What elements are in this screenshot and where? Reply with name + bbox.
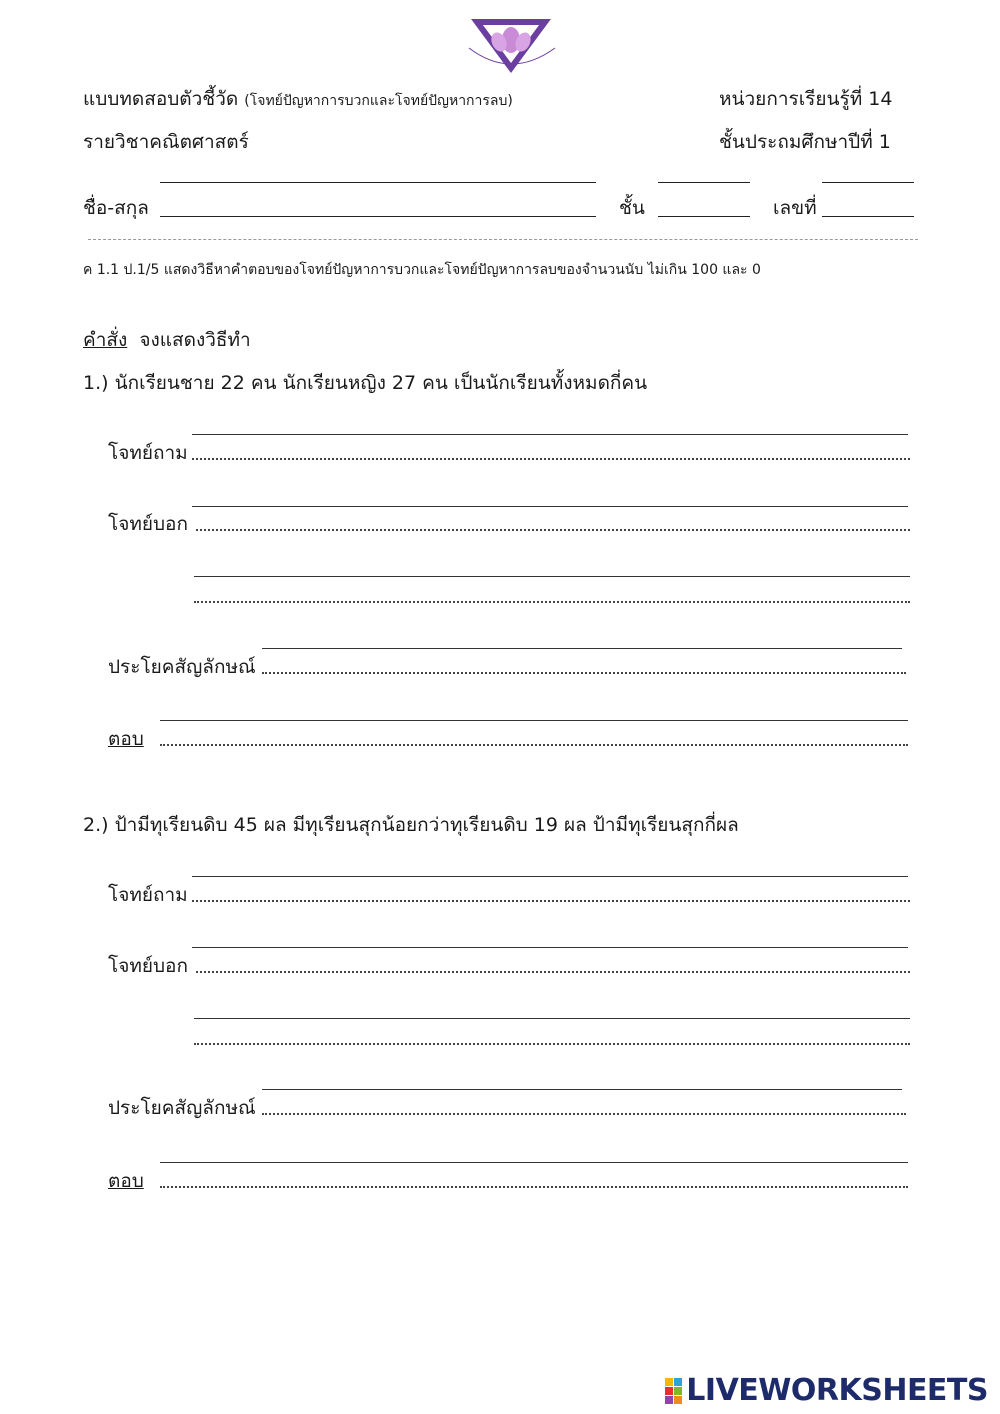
q2-answer-label: ตอบ — [108, 1170, 144, 1192]
instruction — [83, 331, 251, 350]
name-label: ชื่อ-สกุล — [83, 197, 149, 219]
q1-given-label: โจทย์บอก — [108, 513, 188, 535]
q2-asked-line-top — [192, 876, 908, 877]
class-field[interactable] — [658, 216, 750, 217]
q1-sentence-field[interactable] — [262, 672, 906, 674]
class-blank-top — [658, 182, 750, 183]
question-2-text: 2.) ป้ามีทุเรียนดิบ 45 ผล มีทุเรียนสุกน้อยกว่าทุเรียนดิบ 19 ผล ป้ามีทุเรียนสุกกี่ผล — [83, 814, 739, 836]
q2-asked-label: โจทย์ถาม — [108, 884, 188, 906]
instruction-text: จงแสดงวิธีทำ — [139, 329, 251, 351]
q2-given-field-2[interactable] — [194, 1043, 910, 1045]
q1-given-line-2 — [194, 576, 910, 577]
q1-asked-field[interactable] — [192, 458, 910, 460]
name-blank-top — [160, 182, 596, 183]
unit-label: หน่วยการเรียนรู้ที่ 14 — [719, 88, 893, 110]
q1-answer-label: ตอบ — [108, 728, 144, 750]
class-label: ชั้น — [619, 197, 645, 219]
q1-sentence-line-top — [262, 648, 902, 649]
q2-given-line-2 — [194, 1018, 910, 1019]
question-1-text: 1.) นักเรียนชาย 22 คน นักเรียนหญิง 27 คน เป็นนักเรียนทั้งหมดกี่คน — [83, 372, 648, 394]
instruction-label: คำสั่ง — [83, 329, 128, 351]
liveworksheets-brand[interactable] — [665, 1373, 988, 1408]
q1-sentence-label: ประโยคสัญลักษณ์ — [108, 656, 256, 678]
separator — [88, 239, 918, 240]
q1-asked-label: โจทย์ถาม — [108, 442, 188, 464]
number-blank-top — [822, 182, 914, 183]
q1-asked-line-top — [192, 434, 908, 435]
brand-text: LIVEWORKSHEETS — [686, 1373, 988, 1408]
q2-sentence-label: ประโยคสัญลักษณ์ — [108, 1097, 256, 1119]
q2-answer-line-top — [160, 1162, 908, 1163]
q2-answer-field[interactable] — [160, 1186, 908, 1188]
q1-given-field-2[interactable] — [194, 601, 910, 603]
q1-given-field[interactable] — [196, 529, 910, 531]
name-field[interactable] — [160, 216, 596, 217]
q1-answer-field[interactable] — [160, 744, 908, 746]
q2-given-field[interactable] — [196, 971, 910, 973]
q1-given-line-top — [192, 506, 908, 507]
q2-sentence-line-top — [262, 1089, 902, 1090]
q2-sentence-field[interactable] — [262, 1113, 906, 1115]
subject-label: รายวิชาคณิตศาสตร์ — [83, 131, 249, 153]
school-logo — [463, 18, 559, 74]
grade-label: ชั้นประถมศึกษาปีที่ 1 — [719, 131, 891, 153]
indicator-text: ค 1.1 ป.1/5 แสดงวิธีหาคำตอบของโจทย์ปัญหาการบวกและโจทย์ปัญหาการลบของจำนวนนับ ไม่เกิน 100 และ 0 — [83, 262, 761, 278]
q2-asked-field[interactable] — [192, 900, 910, 902]
q2-given-line-top — [192, 947, 908, 948]
brand-logo-icon — [665, 1378, 682, 1404]
q2-given-label: โจทย์บอก — [108, 955, 188, 977]
test-title: แบบทดสอบตัวชี้วัด (โจทย์ปัญหาการบวกและโจทย์ปัญหาการลบ) — [83, 88, 513, 110]
q1-answer-line-top — [160, 720, 908, 721]
number-label: เลขที่ — [773, 197, 817, 219]
number-field[interactable] — [822, 216, 914, 217]
